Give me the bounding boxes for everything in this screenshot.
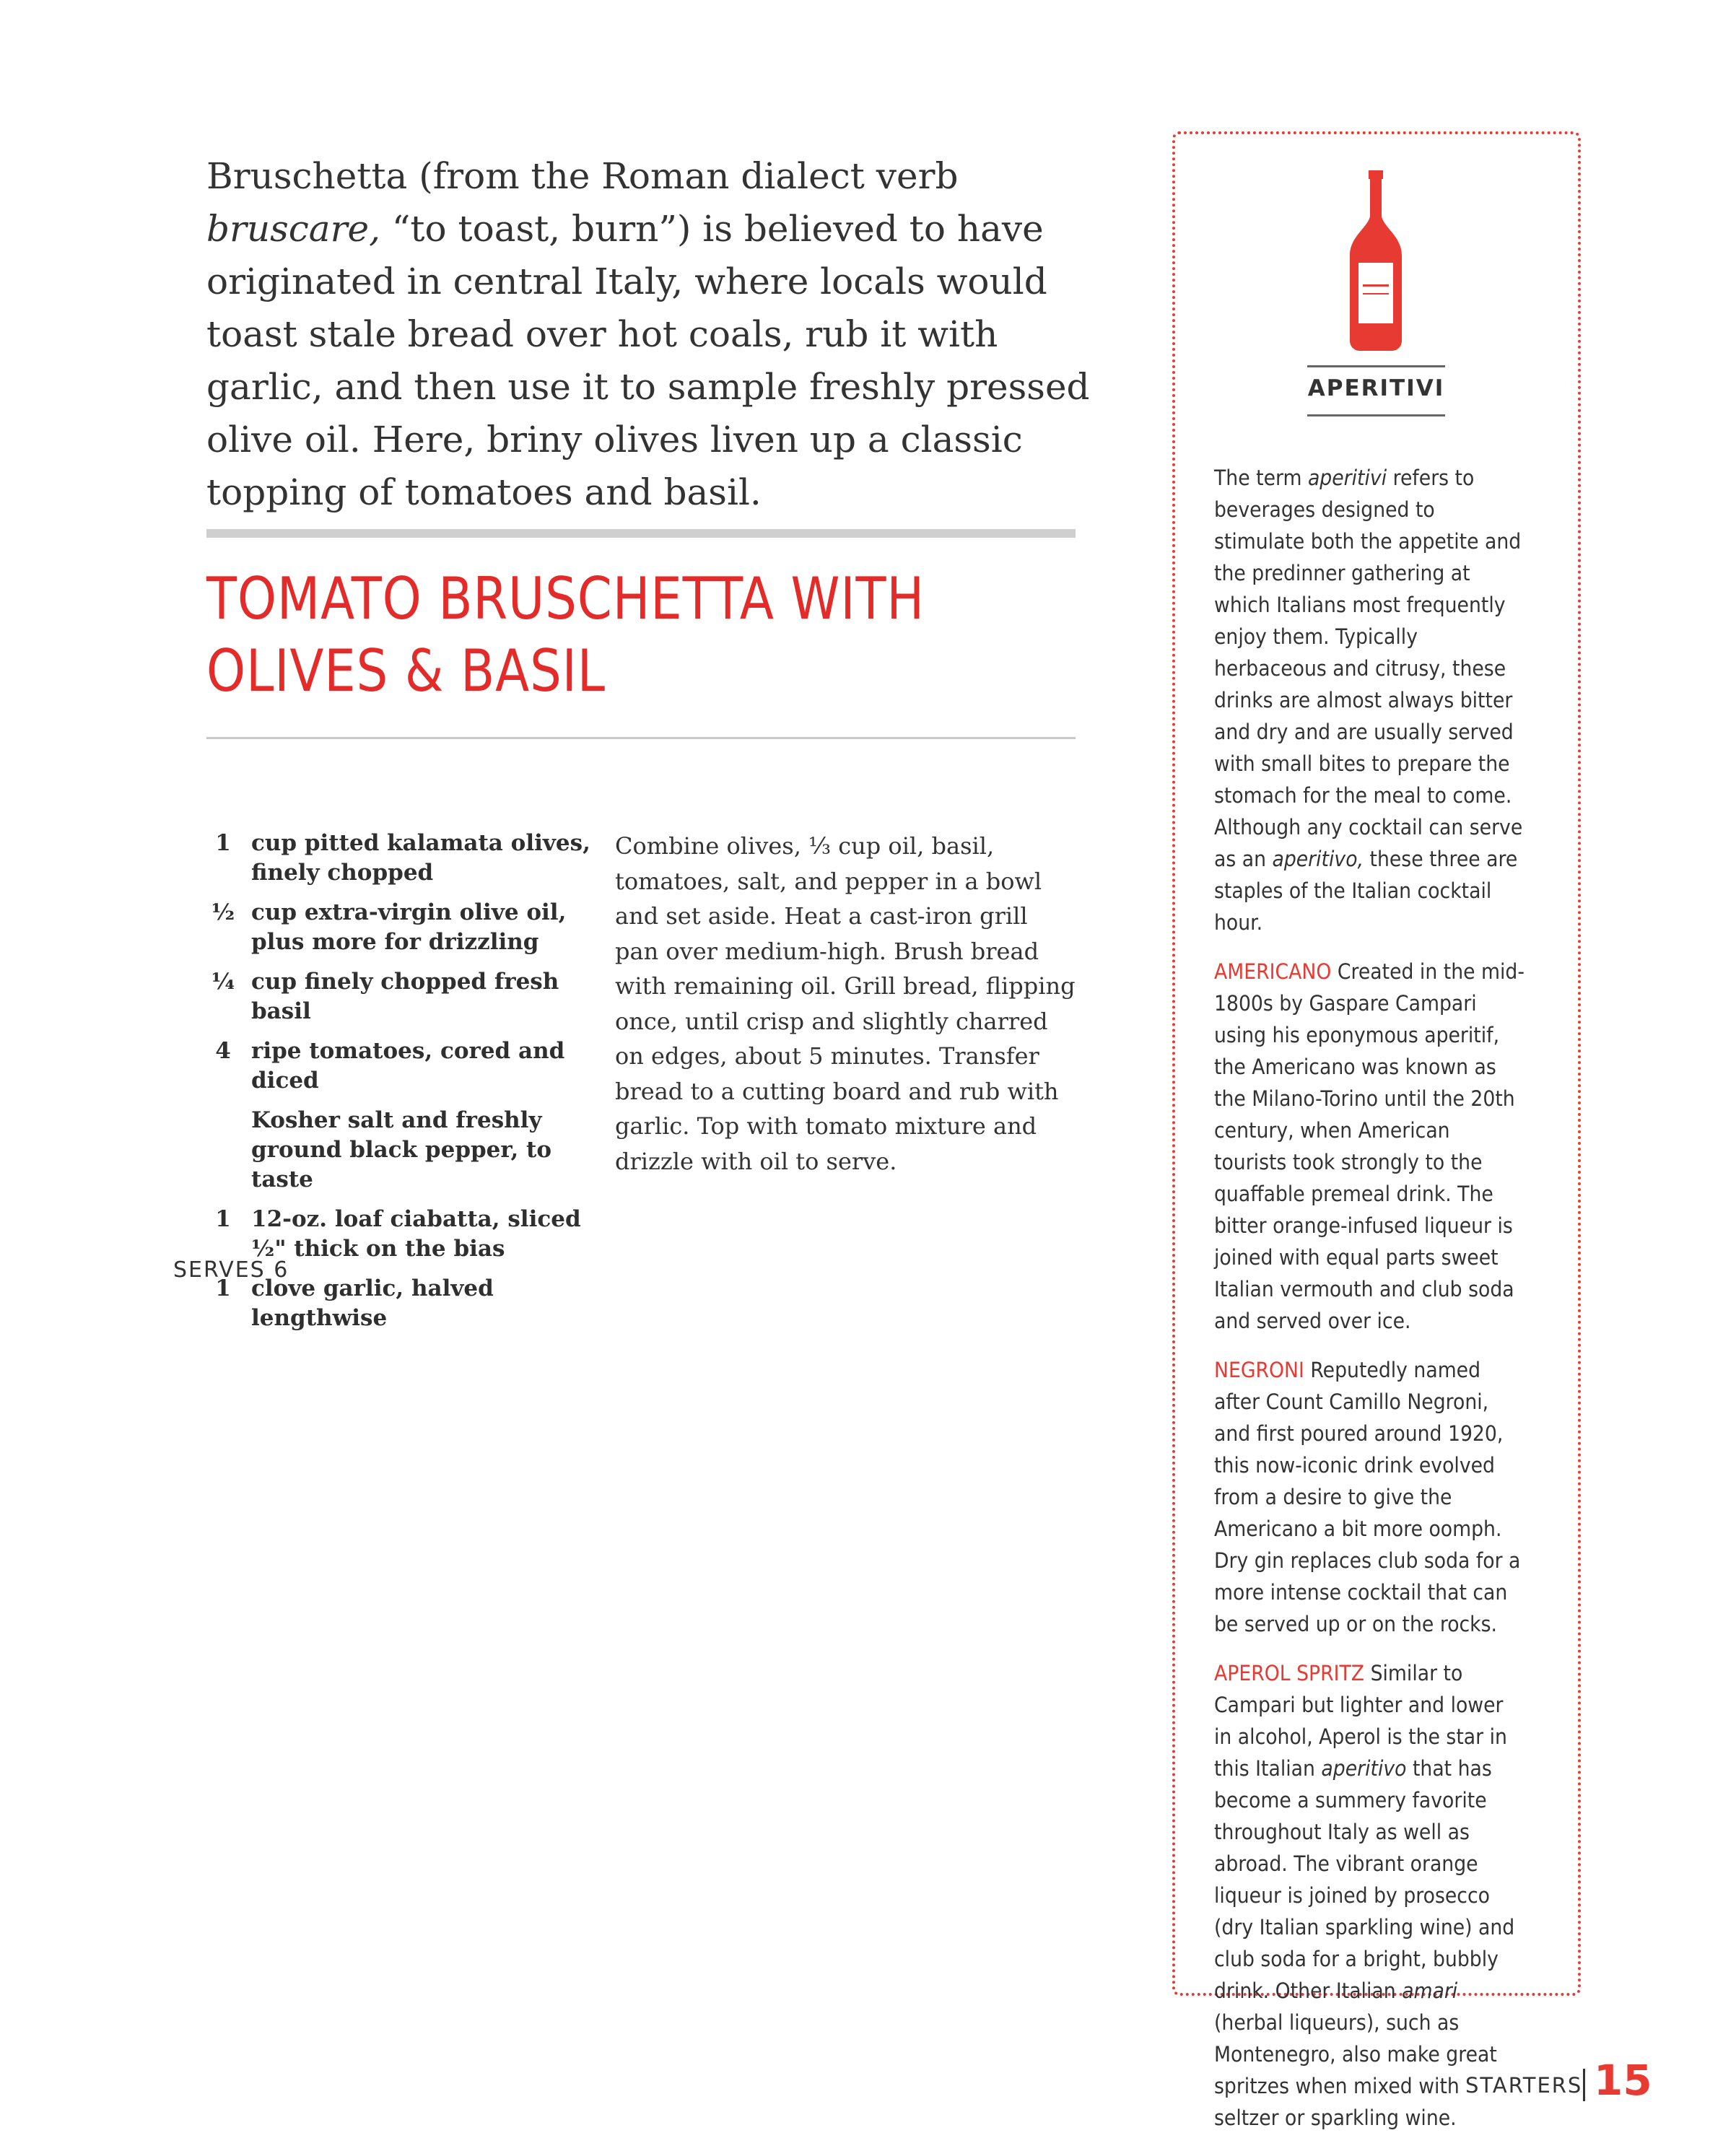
page-number: 15 [1594,2056,1652,2105]
ingredient-quantity: 1 [215,1206,231,1232]
ingredient-item [195,898,599,957]
ingredient-text: clove garlic, halved lengthwise [251,1275,494,1331]
sidebar-title-rule-bottom [1307,414,1445,416]
ingredient-quantity: 1 [215,1275,231,1301]
aperol-spritz-text: that has become a summery favorite throughout Italy as well as abroad. The vibrant orange liqueur is joined by prosecco (dry Italian sparkling wine) and club soda for a bright, bubbly drink. Other Italian [1214,1756,1515,2003]
ingredient-item [195,1037,599,1096]
sidebar-negroni [1214,1354,1526,1640]
sidebar-intro-text: refers to beverages designed to stimulate both the appetite and the predinner gathering at which Italians most frequently enjoy them. Typically herbaceous and citrusy, these drinks are almost always bitter and dry and are usually served with small bites to prepare the stomach for the meal to come. Although any cocktail can serve as an [1214,466,1523,871]
ingredient-quantity [195,1106,251,1195]
intro-italic-term: bruscare, [206,208,380,250]
negroni-heading: NEGRONI [1214,1358,1304,1382]
recipe-title [206,563,964,707]
ingredient-quantity: 1 [215,830,231,856]
ingredient-quantity: ¼ [211,969,235,995]
sidebar-body [1214,462,1526,2151]
ingredient-text: cup extra-virgin olive oil, plus more for drizzling [251,899,567,955]
ingredient-item [195,1274,599,1333]
footer-divider [1583,2069,1585,2101]
divider-thick [206,529,1076,538]
negroni-text: Reputedly named after Count Camillo Negroni, and first poured around 1920, this now-iconic drink evolved from a desire to give the Americano a bit more oomph. Dry gin replaces club soda for a more intense cocktail that can be served up or on the rocks. [1214,1358,1521,1636]
intro-text-end: “to toast, burn”) is believed to have originated in central Italy, where locals would toast stale bread over hot coals, rub it with garlic, and then use it to sample freshly pressed olive oil. Here, briny olives liven up a classic topping of tomatoes and basil. [206,208,1090,513]
aperol-spritz-text: Similar to Campari but lighter and lower in alcohol, Aperol is the star in this Italian [1214,1661,1507,1781]
recipe-method: Combine olives, ⅓ cup oil, basil, tomatoes, salt, and pepper in a bowl and set aside. Heat a cast-iron grill pan over medium-high. Brush bread with remaining oil. Grill bread, flipping once, until crisp and slightly charred on edges, about 5 minutes. Transfer bread to a cutting board and rub with garlic. Top with tomato mixture and drizzle with oil to serve. [615,832,1076,1175]
ingredient-text: cup pitted kalamata olives, finely chopped [251,830,590,886]
ingredient-text: Kosher salt and freshly ground black pepper, to taste [251,1107,552,1192]
recipe-title-line-1: TOMATO BRUSCHETTA WITH [206,565,925,632]
ingredient-quantity: 4 [215,1038,231,1064]
intro-text-start: Bruschetta (from the Roman dialect verb [206,155,959,197]
sidebar-title: APERITIVI [1307,375,1445,401]
sidebar-intro-text: these three are staples of the Italian cocktail hour. [1214,847,1518,935]
bottle-icon [1347,170,1405,351]
ingredient-text: 12-oz. loaf ciabatta, sliced ½" thick on the bias [251,1206,581,1262]
ingredient-quantity: ½ [211,899,235,925]
sidebar-aperol-spritz [1214,1657,1526,2134]
americano-heading: AMERICANO [1214,959,1332,984]
sidebar-intro-term: aperitivi [1307,466,1387,490]
divider-thin [206,737,1076,739]
ingredient-item [195,967,599,1026]
americano-text: Created in the mid-1800s by Gaspare Campari using his eponymous aperitif, the Americano was known as the Milano-Torino until the 20th century, when American tourists took strongly to the quaffable premeal drink. The bitter orange-infused liqueur is joined with equal parts sweet Italian vermouth and club soda and served over ice. [1214,959,1525,1333]
serves-label: SERVES 6 [173,1257,289,1283]
ingredient-item [195,1205,599,1264]
aperol-spritz-text: (herbal liqueurs), such as Montenegro, also make great spritzes when mixed with seltzer or sparkling wine. [1214,2010,1497,2130]
ingredient-text: cup finely chopped fresh basil [251,969,559,1024]
recipe-title-line-2: OLIVES & BASIL [206,637,606,704]
aperol-spritz-term: amari [1402,1978,1458,2003]
ingredient-item [195,1106,599,1195]
sidebar-title-rule-top [1307,365,1445,367]
ingredient-item [195,829,599,888]
intro-paragraph [206,150,1094,519]
footer-section-label: STARTERS [1465,2073,1583,2098]
sidebar-americano [1214,956,1526,1337]
aperol-spritz-heading: APEROL SPRITZ [1214,1661,1365,1685]
sidebar-intro-term: aperitivo, [1272,847,1364,871]
aperol-spritz-term: aperitivo [1321,1756,1407,1781]
ingredient-text: ripe tomatoes, cored and diced [251,1038,565,1094]
sidebar-intro [1214,462,1526,938]
sidebar-intro-text: The term [1214,466,1308,490]
